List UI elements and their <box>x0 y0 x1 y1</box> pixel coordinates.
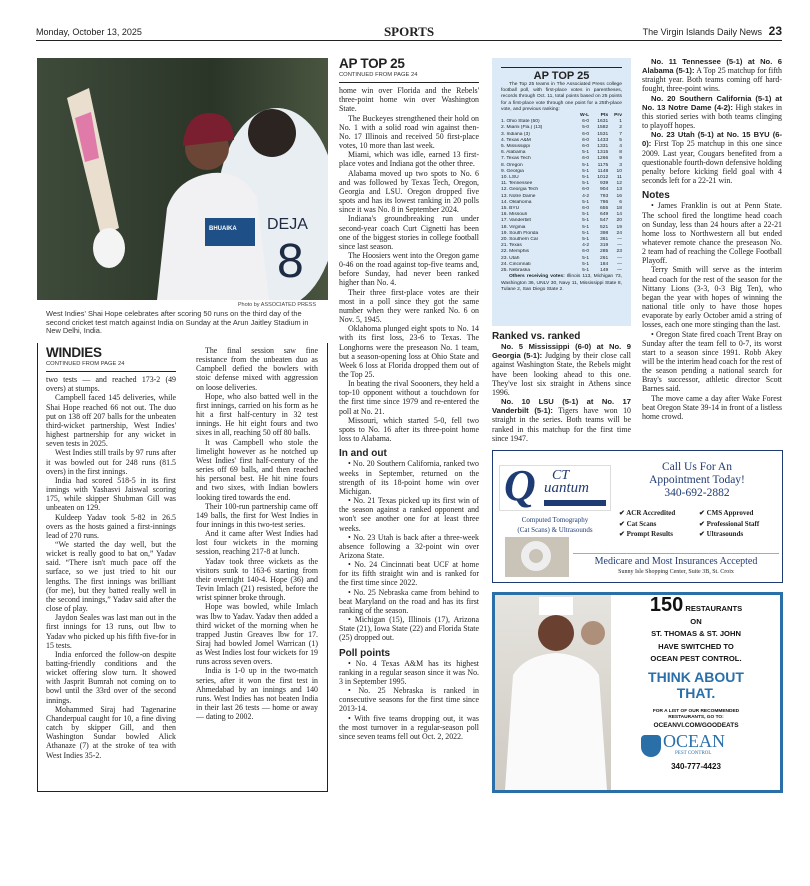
checkmark-icon: ✔ <box>699 519 707 528</box>
team-cell: 4. Texas A&M <box>501 137 531 143</box>
note-paragraph: Terry Smith will serve as the interim head coach for the rest of the season for the Nittany Lions (3-3, 0-3 Big Ten), who began the year with hopes of winning the national title only to have those hopes evaporate by early October amid a string of losses, each one more stinging than the last. <box>642 265 782 330</box>
others-receiving-votes <box>501 274 622 293</box>
pts-cell: 1148 <box>597 168 609 174</box>
prv-cell: 4 <box>619 144 622 150</box>
paper-name: The Virgin Islands Daily News <box>642 27 762 37</box>
continued-label: CONTINUED FROM PAGE 24 <box>46 360 176 372</box>
prv-cell: 14 <box>616 212 622 218</box>
team-cell: 13. Notre Dame <box>501 193 536 199</box>
ad-line: HAVE SWITCHED TO <box>658 641 734 651</box>
team-cell: 6. Alabama <box>501 150 526 156</box>
team-cell: 3. Indiana (3) <box>501 131 530 137</box>
paragraph: Kuldeep Yadav took 5-82 in 26.5 overs as the hosts gained a first-innings lead of 270 runs. <box>46 512 176 540</box>
prv-cell: 8 <box>619 150 622 156</box>
wl-cell: 4-2 <box>582 243 590 249</box>
paragraph: • No. 25 Nebraska came from behind to beat Maryland on the road and has its first ranking of the season. <box>339 587 479 615</box>
team-cell: 7. Texas Tech <box>501 156 531 162</box>
check-label: Ultrasounds <box>706 530 744 538</box>
logo-q: Q <box>504 461 536 510</box>
back-name: DEJA <box>267 216 308 233</box>
team-cell: 15. BYU <box>501 206 520 212</box>
paragraph: Alabama moved up two spots to No. 6 and was followed by Texas Tech, Oregon, Georgia and LSU. Oregon dropped five spots and has its lowest ranking in 20 polls since it was No. 8 in September 2024. <box>339 168 479 215</box>
paragraph: “We started the day well, but the wicket is really good to bat on,” Yadav said. “There isn't much pace off the surface, so we just tried to hit our lengths. The first innings was brilliant (for me), but they batted really well in the second innings,” Yadav said after the close of play. <box>46 539 176 614</box>
pts-cell: 1433 <box>597 137 609 143</box>
logo-name: uantum <box>544 480 589 496</box>
team-cell: 17. Vanderbilt <box>501 218 531 224</box>
prv-cell: 18 <box>616 206 622 212</box>
ad-address: Sunny Isle Shopping Center, Suite 3B, St. Croix <box>618 569 734 575</box>
prv-cell: 12 <box>616 181 622 187</box>
wl-cell: 6-0 <box>582 131 590 137</box>
wl-cell: 5-1 <box>582 237 590 243</box>
checkmark-icon: ✔ <box>699 509 707 517</box>
prv-cell: — <box>617 268 622 274</box>
paragraph: West Indies still trails by 97 runs after it was bowled out for 248 runs (81.5 overs) in the first innings. <box>46 448 176 476</box>
brand-name: OCEAN <box>663 730 725 751</box>
paragraph: Their 100-run partnership came off 149 balls, the first for West Indies in four innings in this two-test series. <box>196 501 318 529</box>
check-label: Professional Staff <box>706 519 760 528</box>
poll-table <box>501 113 622 274</box>
pts-cell: 261 <box>600 255 609 261</box>
check-label: Cat Scans <box>626 519 657 528</box>
check-item <box>699 519 779 530</box>
ap-poll-box <box>492 58 631 326</box>
matchup-item <box>492 397 631 443</box>
ad-phone: 340-777-4423 <box>671 761 721 771</box>
paragraph: • No. 21 Texas picked up its first win of the season against a ranked opponent and won't see another one for at least three weeks. <box>339 496 479 533</box>
ad-url[interactable]: OCEANVI.COM/GOODEATS <box>653 721 739 729</box>
prv-cell: 3 <box>619 162 622 168</box>
paragraph: India enforced the follow-on despite batting-friendly conditions and the wicket offering slow turn. It showed with Jasprit Bumrah not coming on to bowl until the 33rd over of the second innings. <box>46 649 176 705</box>
ad-headline: Call Us For An <box>662 461 732 473</box>
notes-heading: Notes <box>642 190 670 202</box>
col-pts: Pts <box>600 113 609 119</box>
team-cell: 8. Oregon <box>501 162 523 168</box>
wl-cell: 5-1 <box>582 268 590 274</box>
wl-cell: 5-1 <box>582 255 590 261</box>
ocean-pest-control-ad[interactable] <box>492 592 783 793</box>
page-number: 23 <box>768 24 782 38</box>
photo-credit: Photo by ASSOCIATED PRESS <box>237 302 316 308</box>
prv-cell: 2 <box>619 125 622 131</box>
wl-cell: 5-1 <box>582 199 590 205</box>
matchup-lead: No. 10 LSU (5-1) at No. 17 Vanderbilt (5-1): <box>492 397 631 416</box>
ct-scanner-image <box>505 537 569 577</box>
continued-label: CONTINUED FROM PAGE 24 <box>339 71 479 83</box>
pts-cell: 184 <box>600 261 609 267</box>
checkmark-icon: ✔ <box>619 519 627 528</box>
paragraph: Hope was bowled, while Imlach was lbw to Yadav. Yadav then added a third wicket of the morning when he trapped Justin Greaves lbw for 17. Siraj had bowled Jomel Warrican (1) as West Indies lost four wickets for 19 runs across seven overs. <box>196 602 318 667</box>
col-wl: W-L <box>580 113 590 119</box>
ranked-vs-ranked-a <box>492 332 631 443</box>
wl-cell: 5-0 <box>582 125 590 131</box>
team-cell: 5. Mississippi <box>501 144 531 150</box>
wl-cell: 6-0 <box>582 137 590 143</box>
prv-cell: 16 <box>616 193 622 199</box>
wl-cell: 5-1 <box>582 181 590 187</box>
matchup-text: Judging by their close call against Washington State, the Rebels might have been looking ahead to this one. They've lost six straight in Athens since 1996. <box>492 351 631 397</box>
pts-cell: 1631 <box>597 119 609 125</box>
pts-cell: 1266 <box>597 156 609 162</box>
prv-cell: — <box>617 243 622 249</box>
windies-col-2 <box>196 346 318 721</box>
paragraph: Hope, who also batted well in the first innings, carried on his form as he hit a first half-century in 32 test innings. He hit eight fours and two sixes in all, reaching 50 off 80 balls. <box>196 391 318 438</box>
pts-cell: 786 <box>600 199 609 205</box>
matchup-text: Tigers have won 10 straight in the series. Both teams will be ranked in this matchup for the first time since 1947. <box>492 406 631 443</box>
wl-cell: 4-2 <box>582 193 590 199</box>
team-cell: 11. Tennessee <box>501 181 533 187</box>
paragraph: Jaydon Seales was last man out in the first innings for 13 runs, out lbw to Yadav who picked up his fifth five-for in 15 tests. <box>46 613 176 650</box>
check-item <box>699 529 779 540</box>
prv-cell: 1 <box>619 119 622 125</box>
note-paragraph: • James Franklin is out at Penn State. The school fired the longtime head coach on Sunday, less than 24 hours after a 22-21 home loss to Northwestern all but ended whatever remote chance the preseason No. 2 team had of reaching the College Football Playoff. <box>642 201 782 266</box>
ad-slogan: THINK ABOUT <box>648 668 744 685</box>
wl-cell: 6-0 <box>582 206 590 212</box>
pts-cell: 1331 <box>597 144 609 150</box>
paragraph: home win over Florida and the Rebels' three-point home win over Washington State. <box>339 86 479 114</box>
matchup-text: First Top 25 matchup in this one since 2009. Last year, Cougars benefited from a questionable fourth-down defensive holding penalty before kicking field goal with 4 seconds left for a 22-21 win. <box>642 139 782 186</box>
team-cell: 20. Southern Cal <box>501 237 538 243</box>
wl-cell: 5-1 <box>582 150 590 156</box>
paragraph: The Buckeyes strengthened their hold on No. 1 with a solid road win against then-No. 17 Illinois and received 50 first-place votes, 10 more than last week. <box>339 113 479 151</box>
subheading: Poll points <box>339 647 391 659</box>
paragraph: India had scored 518-5 in its first innings with Yashasvi Jaiswal scoring 175, while skipper Shubman Gill was unbeaten on 129. <box>46 475 176 513</box>
wl-cell: 6-0 <box>582 187 590 193</box>
ad-line: ON <box>690 616 702 626</box>
matchup-lead: No. 20 Southern California (5-1) at No. 13 Notre Dame (4-2): <box>642 93 782 112</box>
note-paragraph: • Oregon State fired coach Trent Bray on Sunday after the team fell to 0-7, its worst start to a season since 1991. Robb Akey will be the interim head coach for the rest of the season pending a national search for Bray's successor, athletic director Scott Barnes said. <box>642 329 783 394</box>
prv-cell: — <box>617 237 622 243</box>
paragraph: Yadav took three wickets as the visitors sunk to 163-6 starting from their overnight 140-4. Hope (36) and Tevin Imlach (21) resisted, before the wrist spinner broke through. <box>196 556 318 603</box>
pts-cell: 1315 <box>597 150 609 156</box>
pts-cell: 149 <box>600 268 609 274</box>
team-cell: 2. Miami (Fla.) (13) <box>501 125 543 131</box>
paragraph: Miami, which was idle, earned 13 first-place votes and Indiana got the other three. <box>339 150 479 169</box>
team-cell: 19. South Florida <box>501 230 539 236</box>
shield-icon <box>641 735 661 757</box>
team-cell: 23. Utah <box>501 255 520 261</box>
pts-cell: 1531 <box>597 131 609 137</box>
poll-intro: The Top 25 teams in The Associated Press college football poll, with first-place votes in parentheses, records through Oct. 11, total points based on 25 points for a first-place vote through one point for a 25th-place vote, and previous ranking: <box>501 82 622 112</box>
paragraph: • No. 20 Southern California, ranked two weeks in September, returned on the strength of its 18-point home win over Michigan. <box>339 459 479 496</box>
page-header <box>36 24 782 41</box>
team-cell: 25. Nebraska <box>501 268 531 274</box>
tagline: (Cat Scans) & Ultrasounds <box>517 526 593 534</box>
wl-cell: 5-1 <box>582 168 590 174</box>
paragraph: It was Campbell who stole the limelight however as he notched up West Indies' first half-century of the series off 69 balls, and then reached his personal best. He hit nine fours and two sixes, with Indian bowlers looking tired towards the end. <box>196 437 318 502</box>
back-number: 8 <box>277 235 304 288</box>
brand-sub: PEST CONTROL <box>675 750 712 756</box>
checkmark-icon: ✔ <box>619 530 627 538</box>
checkmark-icon: ✔ <box>699 530 707 538</box>
pts-cell: 904 <box>600 187 609 193</box>
ad-headline: Appointment Today! <box>649 474 745 486</box>
header-date: Monday, October 13, 2025 <box>36 27 142 37</box>
matchup-lead: No. 23 Utah (5-1) at No. 15 BYU (6-0): <box>642 130 782 149</box>
pts-cell: 1175 <box>597 162 609 168</box>
ad-slogan: THAT. <box>676 684 716 701</box>
prv-cell: — <box>617 255 622 261</box>
prv-cell: 20 <box>616 218 622 224</box>
paragraph: And it came after West Indies had lost four wickets in the morning session, reaching 217-8 at lunch. <box>196 529 318 557</box>
team-cell: 22. Memphis <box>501 249 529 255</box>
paragraph: Mohammed Siraj had Tagenarine Chanderpual caught for 10, a fine diving catch by skipper Gill, and then Washington Sundar bowled Alick Athanaze (7) at the stroke of tea with West Indies 35-2. <box>46 704 176 760</box>
paragraph: • Michigan (15), Illinois (17), Arizona State (21), Iowa State (22) and Florida State (25) dropped out. <box>339 615 479 643</box>
ct-quantum-ad[interactable] <box>492 450 783 583</box>
pts-cell: 1012 <box>597 175 609 181</box>
paragraph: • No. 25 Nebraska is ranked in consecutive seasons for the first time since 2013-14. <box>339 686 479 714</box>
tagline: Computed Tomography <box>521 516 589 524</box>
col-prv: Prv <box>614 113 622 119</box>
paragraph: Missouri, which started 5-0, fell two spots to No. 16 after its three-point home loss to Alabama. <box>339 415 479 444</box>
pts-cell: 1582 <box>597 125 609 131</box>
ad-phone: 340-692-2882 <box>664 487 730 499</box>
chef-photo <box>495 595 611 790</box>
team-cell: 12. Georgia Tech <box>501 187 539 193</box>
pts-cell: 547 <box>600 218 609 224</box>
prv-cell: 19 <box>616 224 622 230</box>
ap-story <box>339 57 479 741</box>
wl-cell: 5-1 <box>582 224 590 230</box>
paragraph: India is 1-0 up in the two-match series, after it won the first test in Ahmedabad by an innings and 140 runs. West Indies has not beaten India in their last 26 tests — home or away — dating to 2002. <box>196 666 318 722</box>
pts-cell: 793 <box>600 193 609 199</box>
matchup-lead: No. 11 Tennessee (5-1) at No. 6 Alabama (5-1): <box>642 57 782 76</box>
matchup-item <box>642 94 782 131</box>
ct-quantum-logo <box>499 461 611 511</box>
matchup-lead: No. 5 Mississippi (6-0) at No. 9 Georgia (5-1): <box>492 342 631 361</box>
team-cell: 1. Ohio State (50) <box>501 119 540 125</box>
check-label: ACR Accredited <box>626 509 676 517</box>
prv-cell: 23 <box>616 249 622 255</box>
check-item <box>619 508 699 519</box>
paragraph: Oklahoma plunged eight spots to No. 14 with its first loss, 23-6 to Texas. The Longhorns were the preseason No. 1 team, but a season-opening loss at Ohio State and Week 6 loss at Florida dropped them out of the Top 25. <box>339 324 479 379</box>
prv-cell: 10 <box>616 168 622 174</box>
team-cell: 18. Virginia <box>501 224 526 230</box>
ad-line: RESTAURANTS <box>685 604 743 613</box>
pts-cell: 398 <box>600 230 609 236</box>
cricket-photo <box>37 58 328 300</box>
team-cell: 16. Missouri <box>501 212 528 218</box>
wl-cell: 6-0 <box>582 119 590 125</box>
others-text: Illinois 113, Michigan 73, Washington 36, UNLV 30, Navy 11, Mississippi State 8, Tulane 2, San Diego State 2. <box>501 274 622 292</box>
check-label: CMS Approved <box>706 509 754 517</box>
wl-cell: 5-1 <box>582 162 590 168</box>
paragraph: Campbell faced 145 deliveries, while Shai Hope reached 66 not out. The duo put on 138 off 207 balls for the unbeaten third-wicket partnership, West Indies' highest partnership for any wicket in seven tests in 2025. <box>46 393 176 449</box>
wl-cell: 5-1 <box>582 261 590 267</box>
wl-cell: 5-1 <box>582 218 590 224</box>
wl-cell: 5-1 <box>582 212 590 218</box>
pts-cell: 319 <box>600 243 609 249</box>
restaurant-count: 150 <box>649 594 684 616</box>
windies-headline: WINDIES <box>46 345 102 360</box>
paragraph: The Hoosiers went into the Oregon game 0-46 on the road against top-five teams and, before Sunday, had never been ranked higher than No. 4. <box>339 250 479 288</box>
check-item <box>619 529 699 540</box>
poll-title: AP TOP 25 <box>501 67 622 82</box>
ranked-vs-ranked-b <box>642 57 782 421</box>
wl-cell: 6-0 <box>582 249 590 255</box>
team-cell: 14. Oklahoma <box>501 199 532 205</box>
prv-cell: 5 <box>619 137 622 143</box>
checkmark-icon: ✔ <box>619 509 627 517</box>
pts-cell: 361 <box>600 237 609 243</box>
windies-col-1 <box>46 346 176 760</box>
matchup-item <box>642 130 782 185</box>
ocean-logo <box>613 730 779 763</box>
matchup-item <box>642 57 782 94</box>
ad-line: FOR A LIST OF OUR RECOMMENDED <box>652 708 740 714</box>
ranked-heading: Ranked vs. ranked <box>492 331 581 342</box>
logo-ct: CT <box>552 468 570 483</box>
others-label: Others receiving votes: <box>509 274 565 280</box>
prv-cell: 24 <box>616 230 622 236</box>
pts-cell: 521 <box>600 224 609 230</box>
prv-cell: 13 <box>616 187 622 193</box>
paragraph: • No. 23 Utah is back after a three-week absence following a 32-point win over Arizona State. <box>339 532 479 560</box>
ad-line: ST. THOMAS & ST. JOHN <box>651 629 741 638</box>
pts-cell: 655 <box>600 206 609 212</box>
section-title: SPORTS <box>383 24 435 39</box>
wl-cell: 6-0 <box>582 156 590 162</box>
wl-cell: 6-0 <box>582 144 590 150</box>
paragraph: The final session saw fine resistance from the unbeaten duo as Campbell defied the bowlers with stoic defense mixed with aggression on loose deliveries. <box>196 346 318 392</box>
check-label: Prompt Results <box>626 530 673 538</box>
paragraph: • With five teams dropping out, it was the most turnover in a regular-season poll since seven teams fell out Oct. 2, 2022. <box>339 713 479 741</box>
paragraph: • No. 24 Cincinnati beat UCF at home for its fifth straight win and is ranked for the first time since 2022. <box>339 560 479 588</box>
ap-headline: AP TOP 25 <box>339 56 405 71</box>
prv-cell: 9 <box>619 156 622 162</box>
team-cell: 24. Cincinnati <box>501 261 531 267</box>
wl-cell: 5-1 <box>582 230 590 236</box>
prv-cell: — <box>617 261 622 267</box>
check-item <box>699 508 779 519</box>
ad-line: OCEAN PEST CONTROL. <box>650 654 742 663</box>
team-cell: 9. Georgia <box>501 168 524 174</box>
paragraph: • No. 4 Texas A&M has its highest ranking in a regular season since it was No. 3 in September 1995. <box>339 658 479 686</box>
pts-cell: 649 <box>600 212 609 218</box>
prv-cell: 6 <box>619 199 622 205</box>
matchup-text: A Top 25 matchup for fifth straight year. Both teams coming off hard-fought, three-point wins. <box>642 66 782 94</box>
paragraph: two tests — and reached 173-2 (49 overs) at stumps. <box>46 375 176 394</box>
prv-cell: 7 <box>619 131 622 137</box>
team-cell: 21. Texas <box>501 243 522 249</box>
matchup-item <box>492 342 631 397</box>
prv-cell: 11 <box>616 175 622 181</box>
team-cell: 10. LSU <box>501 175 519 181</box>
ad-line: RESTAURANTS, GO TO: <box>668 714 724 720</box>
check-item <box>619 519 699 530</box>
insurance-text: Medicare and Most Insurances Accepted <box>594 556 758 567</box>
paragraph: Their three first-place votes are their most in a poll since they got the same number when they were ranked No. 6 on Nov. 5, 1945. <box>339 287 479 325</box>
shirt-sponsor: BHUAIKA <box>209 226 237 232</box>
matchup-text: High stakes in this storied series with both teams clinging to playoff hopes. <box>642 102 782 131</box>
note-paragraph: The move came a day after Wake Forest beat Oregon State 39-14 in front of a listless home crowd. <box>642 393 782 421</box>
photo-caption: West Indies' Shai Hope celebrates after scoring 50 runs on the third day of the second cricket test match against India on Sunday at the Arun Jaitley Stadium in New Delhi, India. <box>46 309 309 336</box>
wl-cell: 5-1 <box>582 175 590 181</box>
subheading: In and out <box>339 448 387 460</box>
paragraph: Indiana's groundbreaking run under second-year coach Curt Cignetti has been one of the biggest stories in college football since last season. <box>339 214 479 251</box>
pts-cell: 939 <box>600 181 609 187</box>
pts-cell: 285 <box>600 249 609 255</box>
paragraph: In beating the rival Soooners, they held a top-10 opponent without a touchdown for the first time since 1979 and re-entered the poll at No. 21. <box>339 379 479 416</box>
